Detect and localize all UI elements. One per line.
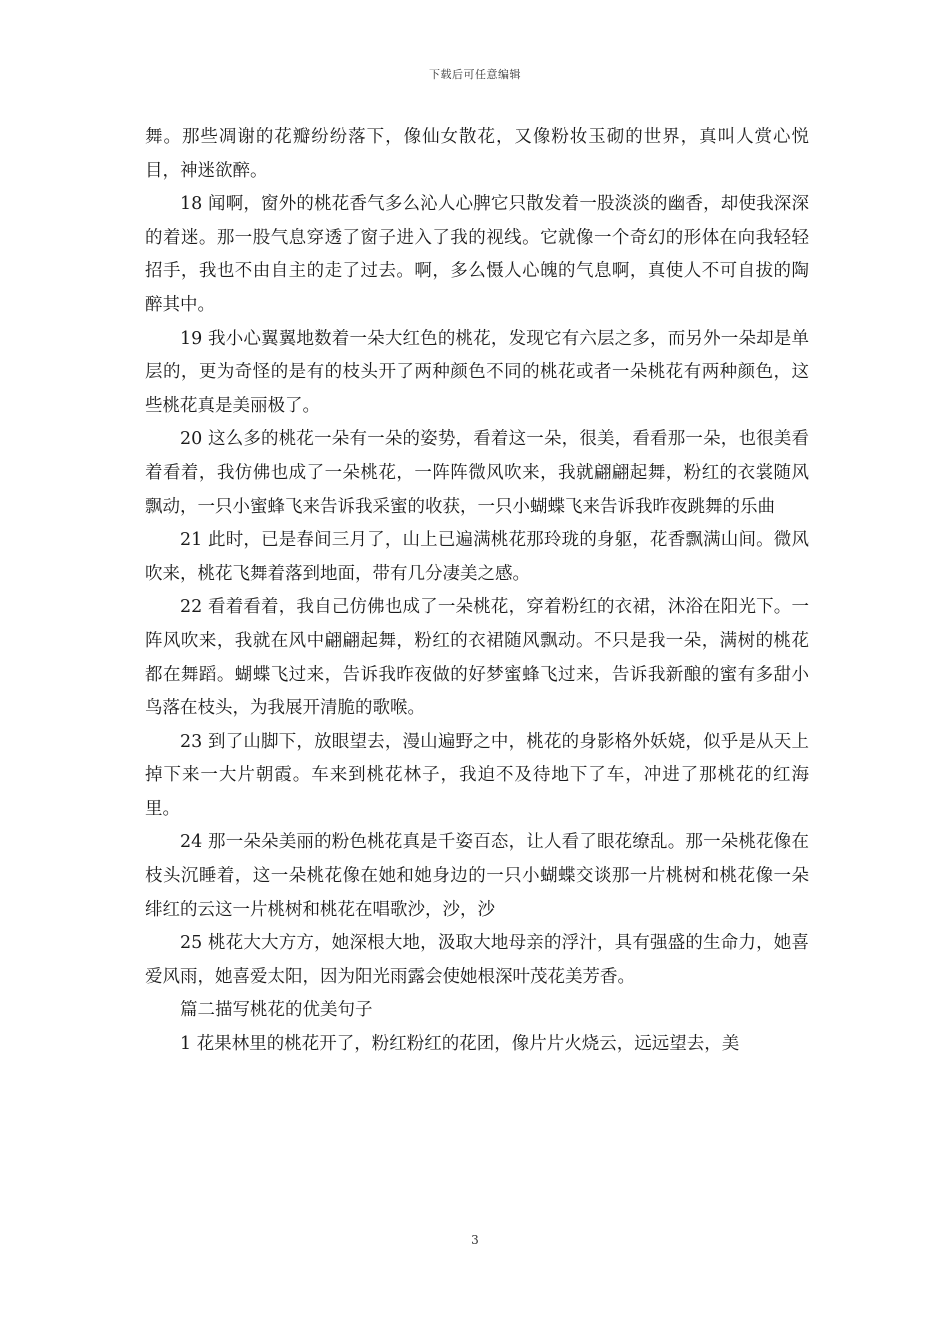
section-heading: 篇二描写桃花的优美句子 xyxy=(180,1000,373,1021)
paragraph-19: 19 我小心翼翼地数着一朵大红色的桃花，发现它有六层之多，而另外一朵却是单层的，更为奇怪的是有的枝头开了两种颜色不同的桃花或者一朵桃花有两种颜色，这些桃花真是美丽极了。 xyxy=(145,328,809,416)
paragraph-1: 1 花果林里的桃花开了，粉红粉红的花团，像片片火烧云，远远望去，美 xyxy=(180,1034,740,1055)
document-body xyxy=(145,121,809,1062)
paragraph-24: 24 那一朵朵美丽的粉色桃花真是千姿百态，让人看了眼花缭乱。那一朵桃花像在枝头沉睡着，这一朵桃花像在她和她身边的一只小蝴蝶交谈那一片桃树和桃花像一朵绯红的云这一片桃树和桃花在唱歌沙，沙，沙 xyxy=(145,832,809,920)
paragraph-23: 23 到了山脚下，放眼望去，漫山遍野之中，桃花的身影格外妖娆，似乎是从天上掉下来一大片朝霞。车来到桃花林子，我迫不及待地下了车，冲进了那桃花的红海里。 xyxy=(145,731,809,819)
paragraph-22: 22 看着看着，我自己仿佛也成了一朵桃花，穿着粉红的衣裙，沐浴在阳光下。一阵风吹来，我就在风中翩翩起舞，粉红的衣裙随风飘动。不只是我一朵，满树的桃花都在舞蹈。蝴蝶飞过来，告诉我昨夜做的好梦蜜蜂飞过来，告诉我新酿的蜜有多甜小鸟落在枝头，为我展开清脆的歌喉。 xyxy=(145,597,809,719)
page-header: 下载后可任意编辑 xyxy=(429,68,521,81)
paragraph-21: 21 此时，已是春间三月了，山上已遍满桃花那玲珑的身躯，花香飘满山间。微风吹来，桃花飞舞着落到地面，带有几分凄美之感。 xyxy=(145,530,809,584)
paragraph-18: 18 闻啊，窗外的桃花香气多么沁人心脾它只散发着一股淡淡的幽香，却使我深深的着迷。那一股气息穿透了窗子进入了我的视线。它就像一个奇幻的形体在向我轻轻招手，我也不由自主的走了过去。啊，多么慑人心魄的气息啊，真使人不可自拔的陶醉其中。 xyxy=(145,194,809,315)
page-number: 3 xyxy=(471,1233,479,1247)
paragraph-25: 25 桃花大大方方，她深根大地，汲取大地母亲的浮汁，具有强盛的生命力，她喜爱风雨，她喜爱太阳，因为阳光雨露会使她根深叶茂花美芳香。 xyxy=(145,933,809,987)
paragraph-continuation: 舞。那些凋谢的花瓣纷纷落下，像仙女散花，又像粉妆玉砌的世界，真叫人赏心悦目，神迷欲醉。 xyxy=(145,127,809,181)
paragraph-20: 20 这么多的桃花一朵有一朵的姿势，看着这一朵，很美，看看那一朵，也很美看着看着，我仿佛也成了一朵桃花，一阵阵微风吹来，我就翩翩起舞，粉红的衣裳随风飘动，一只小蜜蜂飞来告诉我采蜜的收获，一只小蝴蝶飞来告诉我昨夜跳舞的乐曲 xyxy=(145,429,809,517)
